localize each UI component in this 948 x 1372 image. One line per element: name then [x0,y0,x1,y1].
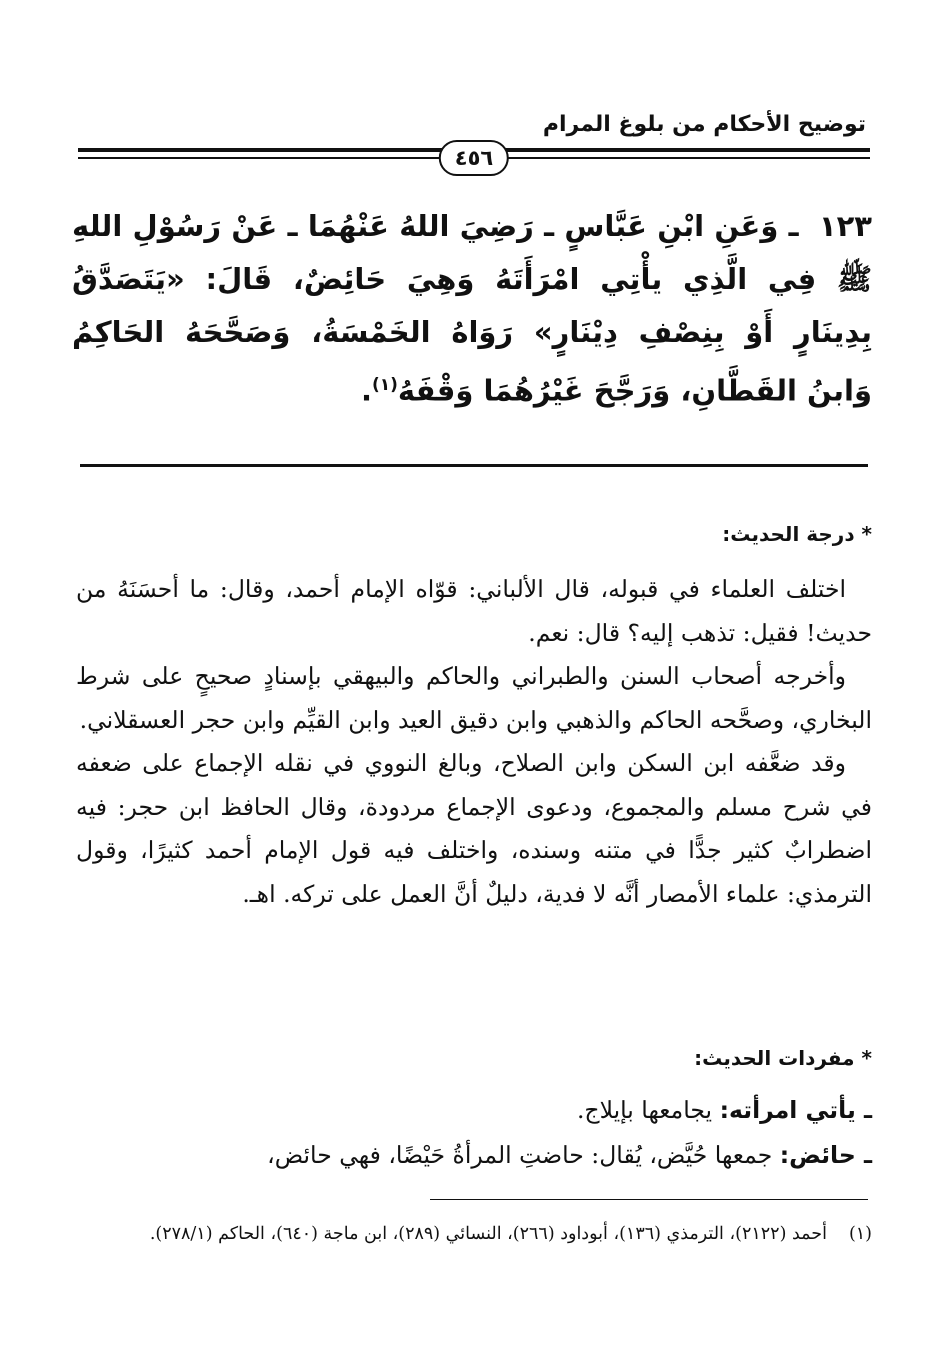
hadith-number: ١٢٣ [818,209,872,243]
hadith-body: وَعَنِ ابْنِ عَبَّاسٍ ـ رَضِيَ اللهُ عَنْهُمَا ـ عَنْ رَسُوْلِ اللهِ ﷺ فِي الَّذِي يأْتِي امْرَأَتَهُ وَهِيَ حَائِضٌ، قَالَ: «يَتَصَدَّقُ بِدِينَارٍ أَوْ بِنِصْفِ دِيْنَارٍ» رَوَاهُ الخَمْسَةُ، وَصَحَّحَهُ الحَاكِمُ وَابنُ القَطَّانِ، وَرَجَّحَ غَيْرُهُمَا وَقْفَهُ [72,209,872,408]
page-number: ٤٥٦ [439,140,509,176]
running-title: توضيح الأحكام من بلوغ المرام [542,112,866,137]
hadith-text-block [72,200,872,418]
grade-paragraphs [76,568,872,916]
vocab-definition: يجامعها بإيلاج. [576,1096,713,1124]
grade-paragraph: اختلف العلماء في قبوله، قال الألباني: قوّاه الإمام أحمد، وقال: ما أحسَنَهُ من حديث! فقيل: تذهب إليه؟ قال: نعم. [76,575,872,647]
hadith-end-mark: . [360,373,372,408]
vocab-definition: جمعها حُيَّض، يُقال: حاضتِ المرأةُ حَيْضًا، فهي حائض، [267,1141,773,1169]
grade-paragraph: وأخرجه أصحاب السنن والطبراني والحاكم والبيهقي بإسنادٍ صحيحٍ على شرط البخاري، وصحَّحه الحاكم والذهبي وابن دقيق العيد وابن القيِّم وابن حجر العسقلاني. [76,662,872,734]
vocab-term: ـ حائض: [779,1141,872,1169]
section-heading-vocab: * مفردات الحديث: [694,1046,872,1070]
section-divider [80,464,868,467]
vocab-list [76,1088,872,1178]
vocab-term: ـ يأتي امرأته: [719,1096,872,1124]
grade-paragraph: وقد ضعَّفه ابن السكن وابن الصلاح، وبالغ النووي في نقله الإجماع على ضعفه في شرح مسلم والمجموع، ودعوى الإجماع مردودة، وقال الحافظ ابن حجر: فيه اضطرابٌ كثير جدًّا في متنه وسنده، واختلف فيه قول الإمام أحمد كثيرًا، وقول الترمذي: علماء الأمصار أنَّه لا فدية، دليلٌ أنَّ العمل على تركه. اهـ. [76,749,872,908]
vocab-item [76,1133,872,1178]
footnote-rule [430,1199,868,1200]
footnote-reference: (١) [371,375,398,395]
vocab-item [76,1088,872,1133]
hadith-dash: ـ [788,209,799,243]
section-heading-grade: * درجة الحديث: [722,522,872,546]
footnote-marker: (١) [848,1224,872,1244]
footnote-text: أحمد (٢١٢٢)، الترمذي (١٣٦)، أبوداود (٢٦٦)، النسائي (٢٨٩)، ابن ماجة (٦٤٠)، الحاكم (٢٧٨/١). [149,1224,827,1244]
footnote [76,1218,872,1251]
